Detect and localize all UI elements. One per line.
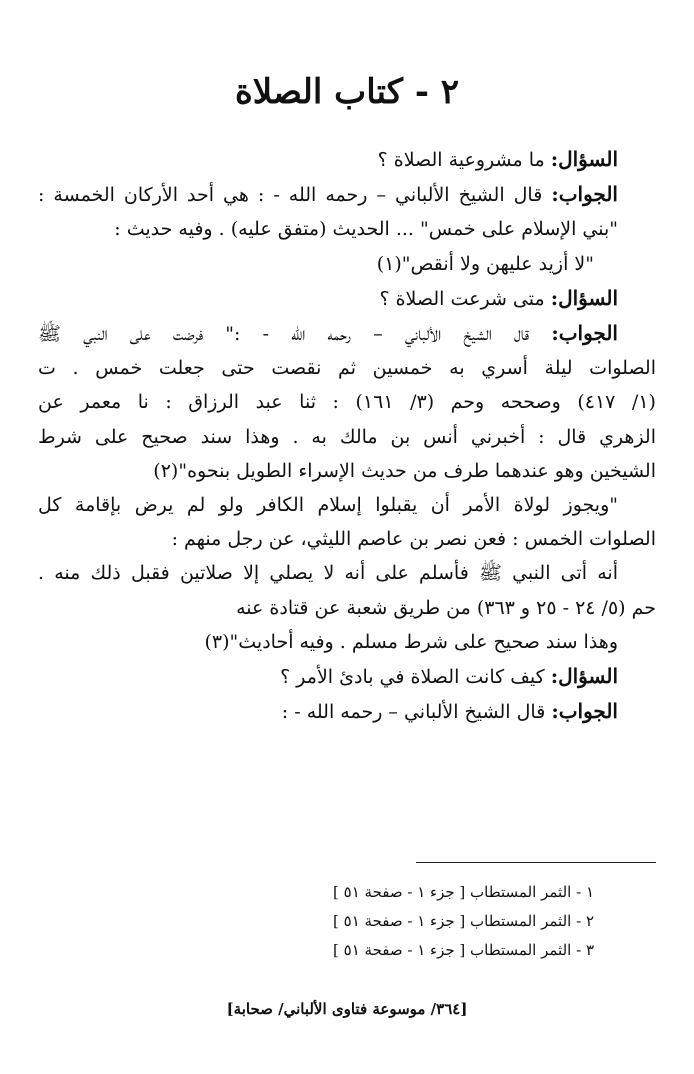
text-line (38, 351, 656, 385)
line-text: كيف كانت الصلاة في بادئ الأمر ؟ (280, 666, 551, 689)
line-label: السؤال: (550, 664, 618, 689)
page-footer: [٣٦٤/ موسوعة فتاوى الألباني/ صحابة] (226, 1000, 468, 1018)
line-label: السؤال: (550, 285, 618, 310)
text-line (38, 212, 656, 246)
line-label: الجواب: (551, 321, 618, 346)
line-label: الجواب: (551, 699, 618, 724)
line-text: وهذا سند صحيح على شرط مسلم . وفيه أحاديث"(٣) (204, 630, 618, 653)
chapter-title: ٢ - كتاب الصلاة (234, 72, 460, 112)
footnotes (333, 878, 594, 965)
line-text: الصلوات ليلة أسري به خمسين ثم نقصت حتى جعلت خمس . ت (38, 357, 656, 380)
footnote: ٢ - الثمر المستطاب [ جزء ١ - صفحة ٥١ ] (333, 912, 594, 930)
line-text: حم (٥/ ٢٤ - ٢٥ و ٣٦٣) من طريق شعبة عن قتادة عنه (236, 596, 656, 619)
line-text: متى شرعت الصلاة ؟ (379, 287, 551, 310)
line-text: قال الشيخ الألباني – رحمه الله - : هي أحد الأركان الخمسة : (38, 184, 552, 207)
text-line (38, 142, 656, 177)
text-line (38, 659, 656, 694)
line-text: "ويجوز لولاة الأمر أن يقبلوا إسلام الكافر ولو لم يرض بإقامة كل (38, 494, 618, 517)
line-text: (١/ ٤١٧) وصححه وحم (٣/ ١٦١) : ثنا عبد الرزاق : نا معمر عن (38, 391, 656, 414)
line-text: "بني الإسلام على خمس" ... الحديث (متفق عليه) . وفيه حديث : (114, 218, 618, 241)
text-line (38, 177, 656, 212)
text-line (38, 281, 656, 316)
footnote: ٣ - الثمر المستطاب [ جزء ١ - صفحة ٥١ ] (333, 941, 594, 959)
line-text: ما مشروعية الصلاة ؟ (377, 149, 551, 171)
text-line (38, 385, 656, 419)
line-text: الشيخين وهو عندهما طرف من حديث الإسراء الطويل بنحوه"(٢) (153, 459, 656, 482)
text-line (38, 522, 656, 556)
line-text: قال الشيخ الألباني – رحمه الله - : (281, 701, 552, 724)
text-line (38, 694, 656, 729)
line-text: الزهري قال : أخبرني أنس بن مالك به . وهذا سند صحيح على شرط (38, 425, 656, 448)
text-line (38, 488, 656, 522)
text-line (38, 454, 656, 488)
footnote-separator (416, 862, 656, 863)
text-line (38, 591, 656, 625)
line-label: الجواب: (551, 182, 618, 207)
line-text: قال الشيخ الألباني – رحمه الله - :" فرضت على النبي ﷺ (38, 323, 552, 346)
text-line (38, 316, 656, 351)
footnote: ١ - الثمر المستطاب [ جزء ١ - صفحة ٥١ ] (333, 883, 594, 901)
line-text: أنه أتى النبي ﷺ فأسلم على أنه لا يصلي إلا صلاتين فقبل ذلك منه . (38, 562, 618, 585)
text-line (38, 625, 656, 659)
line-text: "لا أزيد عليهن ولا أنقص"(١) (376, 252, 594, 275)
text-line (38, 247, 656, 281)
line-text: الصلوات الخمس : فعن نصر بن عاصم الليثي، عن رجل منهم : (171, 528, 656, 551)
line-label: السؤال: (550, 147, 618, 171)
text-line (38, 556, 656, 590)
body-text (38, 142, 656, 729)
text-line (38, 420, 656, 454)
